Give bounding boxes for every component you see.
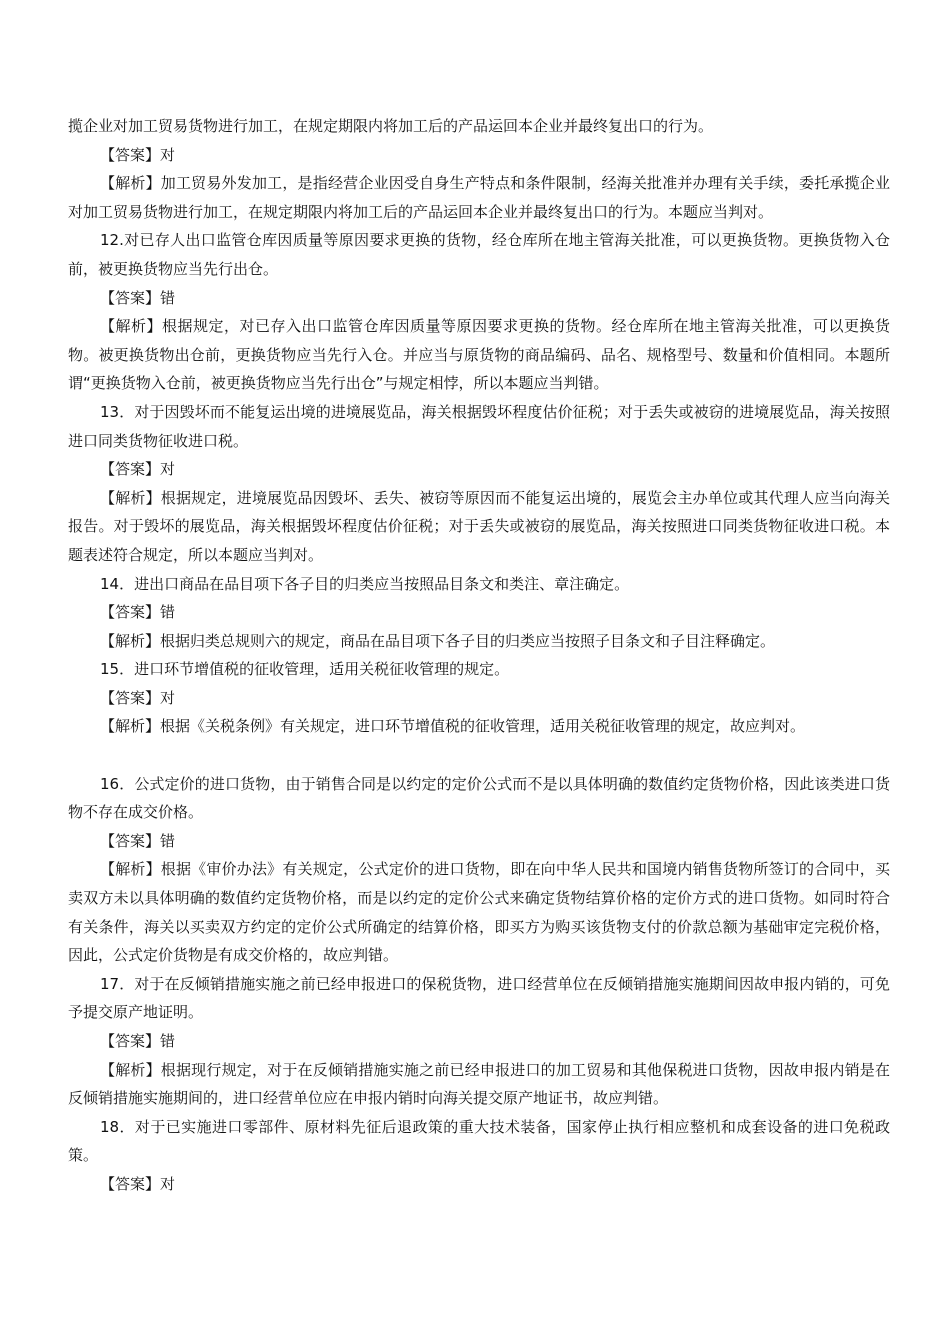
explanation-12: 【解析】根据规定，对已存入出口监管仓库因质量等原因要求更换的货物。经仓库所在地主管海关批准，可以更换货物。被更换货物出仓前，更换货物应当先行入仓。并应当与原货物的商品编码、品名、规格型号、数量和价值相同。本题所谓“更换货物入仓前，被更换货物应当先行出仓”与规定相悖，所以本题应当判错。 xyxy=(68,317,890,393)
question-15: 15．进口环节增值税的征收管理，适用关税征收管理的规定。 xyxy=(100,660,510,679)
explanation-17: 【解析】根据现行规定，对于在反倾销措施实施之前已经申报进口的加工贸易和其他保税进口货物，因故申报内销是在反倾销措施实施期间的，进口经营单位应在申报内销时向海关提交原产地证书，故应判错。 xyxy=(68,1060,890,1108)
answer-15: 【答案】对 xyxy=(100,688,176,707)
explanation-15: 【解析】根据《关税条例》有关规定，进口环节增值税的征收管理，适用关税征收管理的规定，故应判对。 xyxy=(100,717,806,736)
question-18: 18．对于已实施进口零部件、原材料先征后退政策的重大技术装备，国家停止执行相应整机和成套设备的进口免税政策。 xyxy=(68,1117,890,1165)
explanation-11: 【解析】加工贸易外发加工，是指经营企业因受自身生产特点和条件限制，经海关批准并办理有关手续，委托承揽企业对加工贸易货物进行加工，在规定期限内将加工后的产品运回本企业并最终复出口的行为。本题应当判对。 xyxy=(68,174,890,221)
answer-14: 【答案】错 xyxy=(100,603,176,622)
explanation-16: 【解析】根据《审价办法》有关规定，公式定价的进口货物，即在向中华人民共和国境内销售货物所签订的合同中，买卖双方未以具体明确的数值约定货物价格，而是以约定的定价公式来确定货物结算价格的定价方式的进口货物。如同时符合有关条件，海关以买卖双方约定的定价公式所确定的结算价格，即买方为购买该货物支付的价款总额为基础审定完税价格，因此，公式定价货物是有成交价格的，故应判错。 xyxy=(68,860,890,965)
question-16: 16．公式定价的进口货物，由于销售合同是以约定的定价公式而不是以具体明确的数值约定货物价格，因此该类进口货物不存在成交价格。 xyxy=(68,774,890,822)
blank-line xyxy=(68,741,890,770)
paragraph-continuation: 揽企业对加工贸易货物进行加工，在规定期限内将加工后的产品运回本企业并最终复出口的行为。 xyxy=(68,117,714,135)
question-17: 17．对于在反倾销措施实施之前已经申报进口的保税货物，进口经营单位在反倾销措施实施期间因故申报内销的，可免予提交原产地证明。 xyxy=(68,974,890,1022)
explanation-14: 【解析】根据归类总规则六的规定，商品在品目项下各子目的归类应当按照子目条文和子目注释确定。 xyxy=(100,631,776,650)
answer-16: 【答案】错 xyxy=(100,831,176,850)
answer-11: 【答案】对 xyxy=(100,145,176,164)
explanation-13: 【解析】根据规定，进境展览品因毁坏、丢失、被窃等原因而不能复运出境的，展览会主办单位或其代理人应当向海关报告。对于毁坏的展览品，海关根据毁坏程度估价征税；对于丢失或被窃的展览品，海关按照进口同类货物征收进口税。本题表述符合规定，所以本题应当判对。 xyxy=(68,488,890,564)
answer-13: 【答案】对 xyxy=(100,460,176,479)
answer-18: 【答案】对 xyxy=(100,1174,176,1193)
answer-17: 【答案】错 xyxy=(100,1032,176,1050)
question-14: 14．进出口商品在品目项下各子目的归类应当按照品目条文和类注、章注确定。 xyxy=(100,574,630,593)
document-page xyxy=(68,112,890,1199)
answer-12: 【答案】错 xyxy=(100,288,176,307)
question-13: 13．对于因毁坏而不能复运出境的进境展览品，海关根据毁坏程度估价征税；对于丢失或被窃的进境展览品，海关按照进口同类货物征收进口税。 xyxy=(68,402,890,450)
question-12: 12.对已存人出口监管仓库因质量等原因要求更换的货物，经仓库所在地主管海关批准，可以更换货物。更换货物入仓前，被更换货物应当先行出仓。 xyxy=(68,231,890,278)
